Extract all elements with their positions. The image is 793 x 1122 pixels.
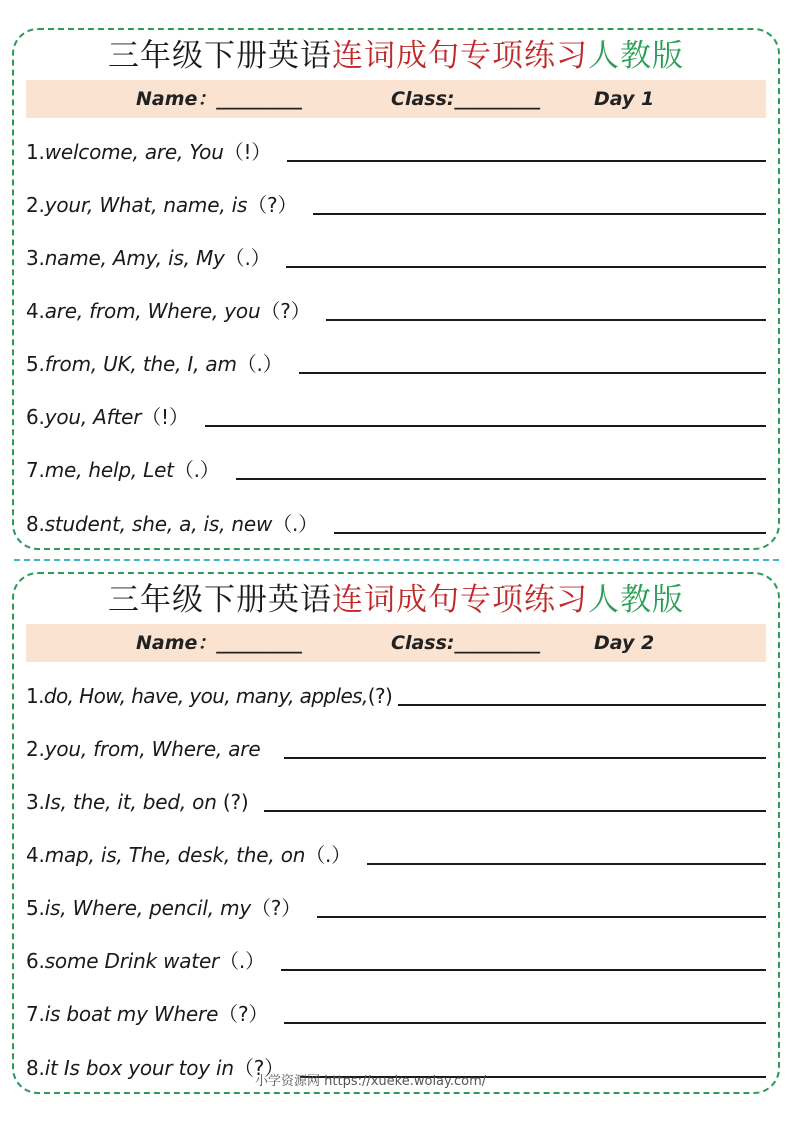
worksheet-title bbox=[14, 578, 778, 622]
student-info-bar bbox=[26, 80, 766, 118]
question-text: 2.you, from, Where, are bbox=[26, 737, 261, 761]
question-text: 3.Is, the, it, bed, on (?) bbox=[26, 790, 249, 814]
question-text: 7.me, help, Let（.） bbox=[26, 458, 220, 482]
answer-line[interactable] bbox=[326, 319, 766, 321]
answer-line[interactable] bbox=[284, 757, 766, 759]
answer-line[interactable] bbox=[264, 810, 766, 812]
question-row bbox=[26, 990, 766, 1030]
worksheet-card-day-2 bbox=[12, 572, 780, 1094]
question-text: 8.student, she, a, is, new（.） bbox=[26, 512, 318, 536]
answer-line[interactable] bbox=[313, 213, 766, 215]
question-text: 7.is boat my Where（?） bbox=[26, 1002, 269, 1026]
title-grade-part: 三年级下册英语 bbox=[108, 38, 332, 74]
question-text: 1.welcome, are, You（!） bbox=[26, 140, 272, 164]
question-row bbox=[26, 884, 766, 924]
question-text: 2.your, What, name, is（?） bbox=[26, 193, 298, 217]
student-info-bar bbox=[26, 624, 766, 662]
title-topic-part: 连词成句专项练习 bbox=[332, 582, 588, 618]
question-row bbox=[26, 500, 766, 540]
question-row bbox=[26, 446, 766, 486]
question-text: 6.some Drink water（.） bbox=[26, 949, 265, 973]
question-text: 8.it Is box your toy in（?） bbox=[26, 1056, 284, 1080]
answer-line[interactable] bbox=[299, 372, 766, 374]
answer-line[interactable] bbox=[286, 266, 766, 268]
answer-line[interactable] bbox=[281, 969, 766, 971]
question-row bbox=[26, 672, 766, 712]
question-text: 5.is, Where, pencil, my（?） bbox=[26, 896, 302, 920]
question-text: 1.do, How, have, you, many, apples,(?) bbox=[26, 684, 393, 708]
answer-line[interactable] bbox=[367, 863, 766, 865]
title-edition-part: 人教版 bbox=[588, 582, 684, 618]
question-text: 4.are, from, Where, you（?） bbox=[26, 299, 311, 323]
question-row bbox=[26, 128, 766, 168]
section-divider bbox=[14, 559, 779, 561]
answer-line[interactable] bbox=[317, 916, 766, 918]
class-field-label: Class:_________ bbox=[391, 88, 540, 110]
answer-line[interactable] bbox=[334, 532, 766, 534]
question-row bbox=[26, 234, 766, 274]
answer-line[interactable] bbox=[287, 160, 766, 162]
worksheet-card-day-1 bbox=[12, 28, 780, 550]
question-row bbox=[26, 287, 766, 327]
question-row bbox=[26, 393, 766, 433]
question-row bbox=[26, 725, 766, 765]
name-field-label: Name：_________ bbox=[136, 88, 302, 110]
title-topic-part: 连词成句专项练习 bbox=[332, 38, 588, 74]
day-label: Day 1 bbox=[594, 88, 655, 110]
question-text: 6.you, After（!） bbox=[26, 405, 189, 429]
question-row bbox=[26, 778, 766, 818]
question-row bbox=[26, 181, 766, 221]
class-field-label: Class:_________ bbox=[391, 632, 540, 654]
question-text: 3.name, Amy, is, My（.） bbox=[26, 246, 271, 270]
answer-line[interactable] bbox=[205, 425, 766, 427]
answer-line[interactable] bbox=[398, 704, 766, 706]
question-text: 4.map, is, The, desk, the, on（.） bbox=[26, 843, 351, 867]
day-label: Day 2 bbox=[594, 632, 655, 654]
name-field-label: Name：_________ bbox=[136, 632, 302, 654]
answer-line[interactable] bbox=[236, 478, 766, 480]
answer-line[interactable] bbox=[284, 1022, 766, 1024]
title-edition-part: 人教版 bbox=[588, 38, 684, 74]
question-row bbox=[26, 831, 766, 871]
question-row bbox=[26, 340, 766, 380]
worksheet-title bbox=[14, 34, 778, 78]
title-grade-part: 三年级下册英语 bbox=[108, 582, 332, 618]
question-text: 5.from, UK, the, I, am（.） bbox=[26, 352, 283, 376]
question-row bbox=[26, 937, 766, 977]
source-watermark: 小学资源网 https://xueke.wolay.com/ bbox=[255, 1074, 487, 1089]
